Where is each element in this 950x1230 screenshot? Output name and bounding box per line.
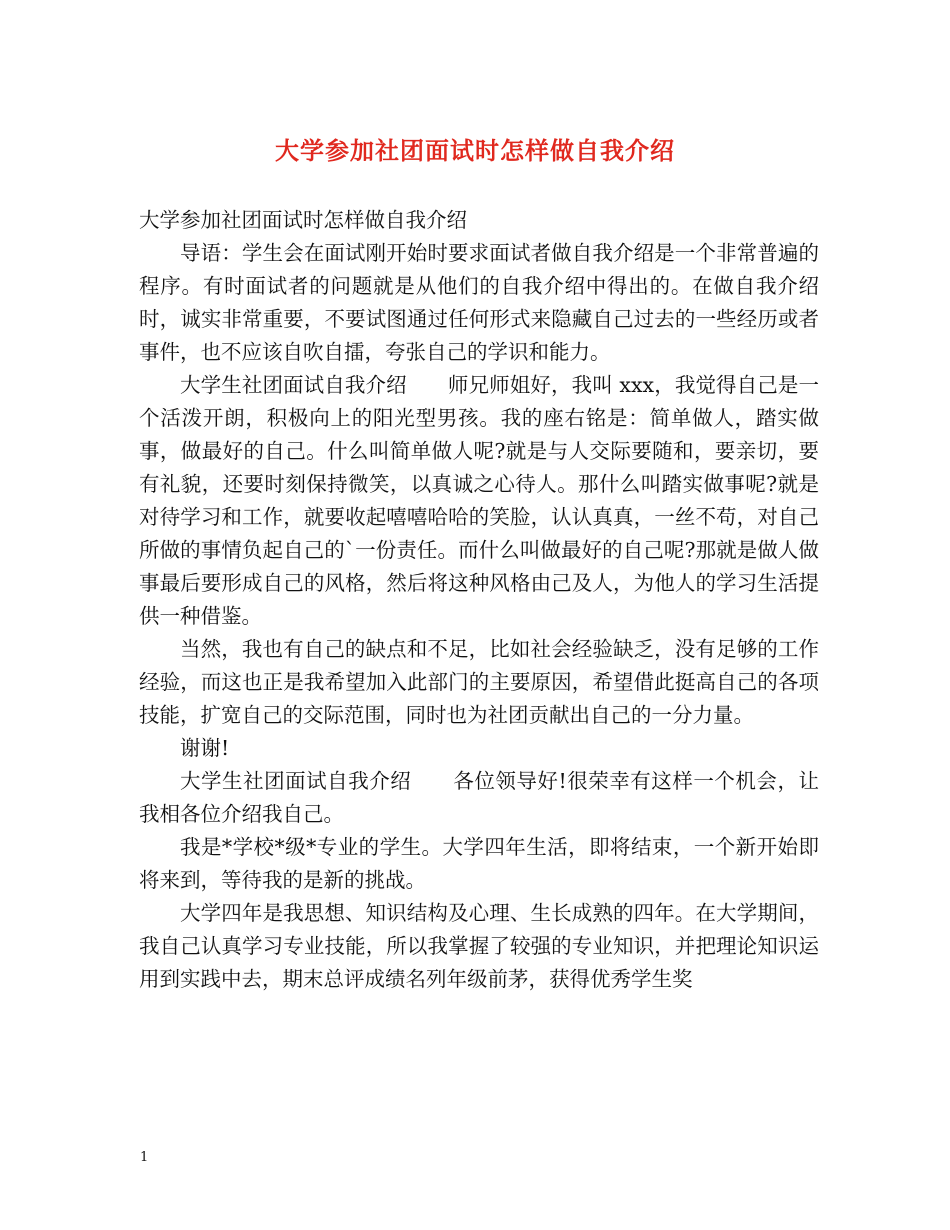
paragraph-speech-2: 大学生社团面试自我介绍 各位领导好!很荣幸有这样一个机会，让我相各位介绍我自己。 (139, 769, 819, 826)
paragraph-shortcomings: 当然，我也有自己的缺点和不足，比如社会经验缺乏，没有足够的工作经验，而这也正是我希望加入此部门的主要原因，希望借此挺高自己的各项技能，扩宽自己的交际范围，同时也为社团贡献出自己的一分力量。 (139, 637, 819, 727)
paragraph-university-years: 大学四年是我思想、知识结构及心理、生长成熟的四年。在大学期间，我自己认真学习专业技能，所以我掌握了较强的专业知识，并把理论知识运用到实践中去，期末总评成绩名列年级前茅，获得优秀学生奖 (139, 901, 819, 991)
document-title: 大学参加社团面试时怎样做自我介绍 (275, 136, 675, 165)
paragraph-intro: 导语：学生会在面试刚开始时要求面试者做自我介绍是一个非常普遍的程序。有时面试者的问题就是从他们的自我介绍中得出的。在做自我介绍时，诚实非常重要，不要试图通过任何形式来隐藏自己过去的一些经历或者事件，也不应该自吹自擂，夸张自己的学识和能力。 (139, 241, 819, 364)
document-body (139, 204, 819, 996)
subtitle-line: 大学参加社团面试时怎样做自我介绍 (139, 208, 467, 232)
paragraph-speech-1: 大学生社团面试自我介绍 师兄师姐好，我叫 xxx，我觉得自己是一个活泼开朗，积极向上的阳光型男孩。我的座右铭是：简单做人，踏实做事，做最好的自己。什么叫简单做人呢?就是与人交际要随和，要亲切，要有礼貌，还要时刻保持微笑，以真诚之心待人。那什么叫踏实做事呢?就是对待学习和工作，就要收起嘻嘻哈哈的笑脸，认认真真，一丝不苟，对自己所做的事情负起自己的`一份责任。而什么叫做最好的自己呢?那就是做人做事最后要形成自己的风格，然后将这种风格由己及人，为他人的学习生活提供一种借鉴。 (139, 373, 819, 628)
page-number: 1 (140, 1150, 149, 1165)
paragraph-school: 我是*学校*级*专业的学生。大学四年生活，即将结束，一个新开始即将来到，等待我的是新的挑战。 (139, 835, 819, 892)
paragraph-thanks: 谢谢! (180, 736, 230, 760)
